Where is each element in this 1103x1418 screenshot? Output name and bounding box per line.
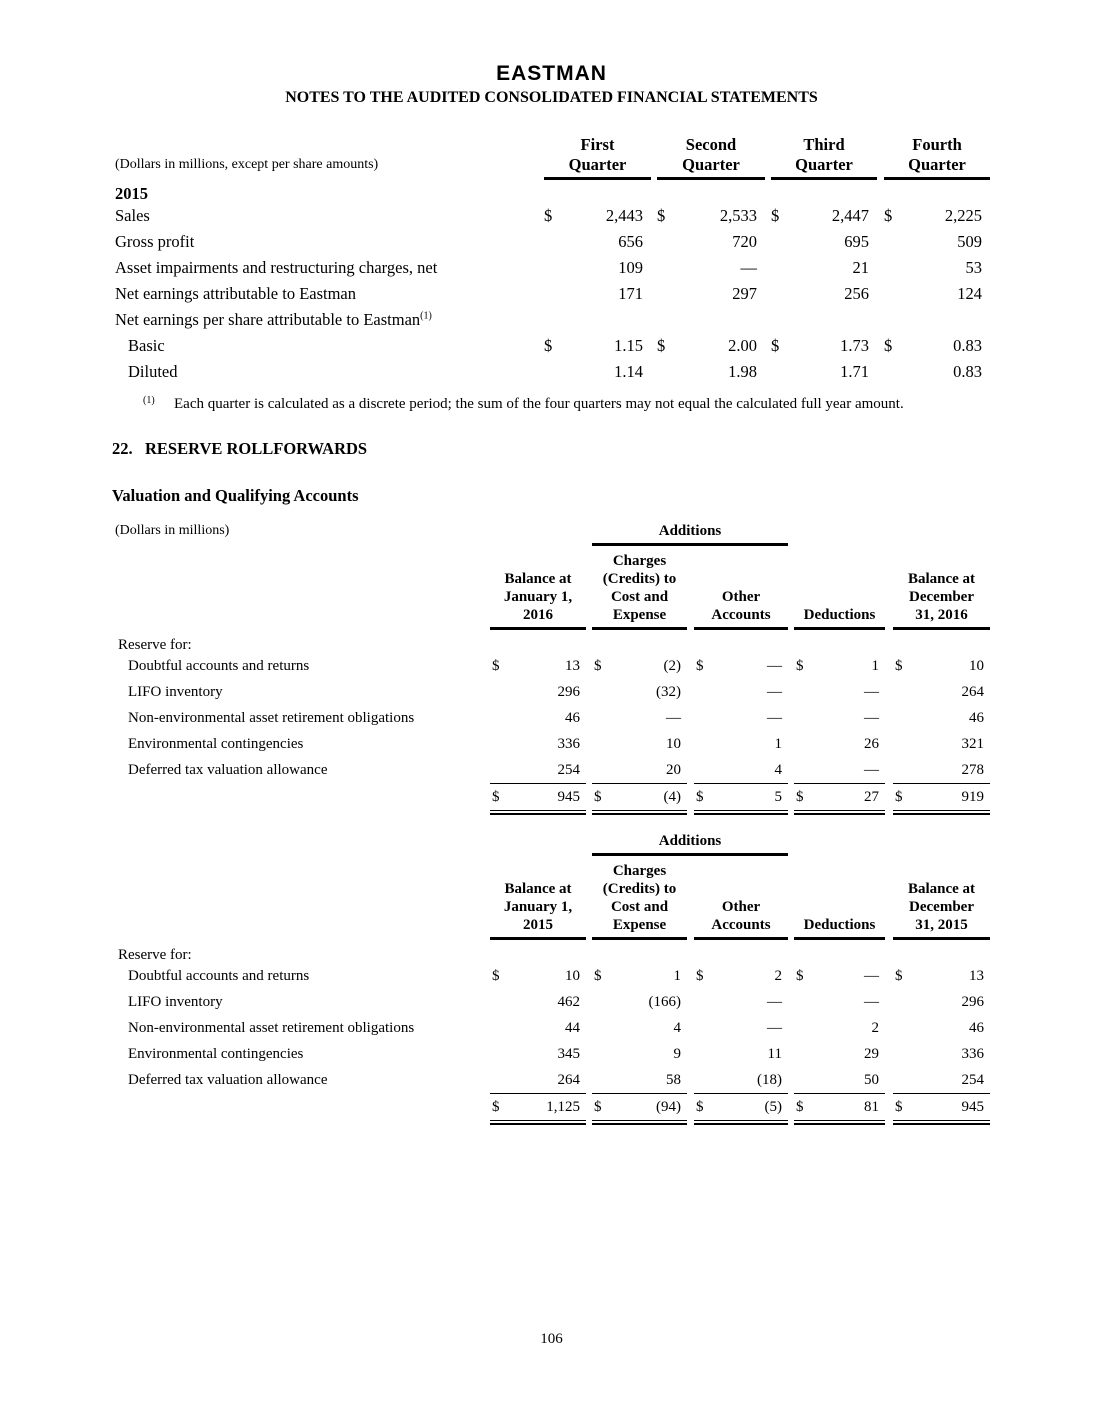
quarterly-row-label: Asset impairments and restructuring charges, net xyxy=(115,258,438,277)
subtotal-rule xyxy=(694,783,788,784)
total-double-rule-bottom xyxy=(794,1123,885,1125)
reserve-cell: 345 xyxy=(557,1046,580,1062)
quarterly-cell: 2,533 xyxy=(719,206,757,225)
reserve-header-rule xyxy=(694,937,788,940)
reserve-row-label: Non-environmental asset retirement obligations xyxy=(128,1020,415,1036)
total-double-rule-bottom xyxy=(893,813,990,815)
quarterly-cell: 2,225 xyxy=(944,206,982,225)
quarter-header-rule xyxy=(884,177,990,180)
reserve-cell: — xyxy=(864,762,879,778)
quarterly-cell: 1.15 xyxy=(614,336,643,355)
footnote-text: Each quarter is calculated as a discrete period; the sum of the four quarters may not equal the calculated full year amount. xyxy=(174,396,904,412)
quarterly-cell: 1.71 xyxy=(840,362,869,381)
quarterly-cell: — xyxy=(740,258,757,277)
subtotal-rule xyxy=(893,783,990,784)
subtotal-rule xyxy=(490,783,586,784)
reserve-unit-note: (Dollars in millions) xyxy=(115,523,230,538)
quarterly-cell: 2,443 xyxy=(605,206,643,225)
currency-symbol: $ xyxy=(696,658,704,674)
reserve-cell: — xyxy=(767,710,782,726)
quarter-header-rule xyxy=(657,177,765,180)
quarterly-cell: 509 xyxy=(957,232,982,251)
reserve-row-label: Doubtful accounts and returns xyxy=(128,658,310,674)
reserve-row-label: Environmental contingencies xyxy=(128,1046,304,1062)
quarterly-cell: 21 xyxy=(852,258,869,277)
currency-symbol: $ xyxy=(796,968,804,984)
total-double-rule-bottom xyxy=(490,1123,586,1125)
reserve-cell: 321 xyxy=(961,736,984,752)
year-label: 2015 xyxy=(115,184,148,203)
reserve-cell: 10 xyxy=(969,658,984,674)
reserve-cell: 46 xyxy=(565,710,580,726)
reserve-cell: 296 xyxy=(961,994,984,1010)
reserve-column-header: Deductions xyxy=(803,607,876,623)
reserve-cell: — xyxy=(864,684,879,700)
quarterly-cell: 2.00 xyxy=(728,336,757,355)
reserve-for-label: Reserve for: xyxy=(118,637,192,653)
quarterly-cell: 2,447 xyxy=(831,206,869,225)
company-logo: EASTMAN xyxy=(496,62,607,85)
reserve-cell: 11 xyxy=(767,1046,782,1062)
subtotal-rule xyxy=(794,783,885,784)
quarterly-row-label: Net earnings per share attributable to Eastman$^{(1)}$ xyxy=(115,310,432,329)
currency-symbol: $ xyxy=(895,658,903,674)
currency-symbol: $ xyxy=(884,336,893,355)
currency-symbol: $ xyxy=(544,206,553,225)
reserve-header-rule xyxy=(794,937,885,940)
reserve-cell: — xyxy=(767,1020,782,1036)
reserve-total-cell: 81 xyxy=(864,1099,879,1115)
reserve-cell: — xyxy=(864,968,879,984)
quarter-header-line2: Quarter xyxy=(908,155,966,174)
reserve-column-header: Other Accounts xyxy=(711,899,771,933)
reserve-cell: 336 xyxy=(557,736,580,752)
quarter-header-line1: Third xyxy=(803,135,845,154)
reserve-row-label: Deferred tax valuation allowance xyxy=(128,1072,328,1088)
currency-symbol: $ xyxy=(895,789,903,805)
footnote-marker: (1) xyxy=(143,395,155,406)
currency-symbol: $ xyxy=(594,658,602,674)
total-double-rule-bottom xyxy=(694,1123,788,1125)
reserve-total-cell: 919 xyxy=(961,789,984,805)
total-double-rule-top xyxy=(694,1120,788,1121)
total-double-rule-top xyxy=(694,810,788,811)
subtotal-rule xyxy=(592,783,687,784)
reserve-cell: 254 xyxy=(961,1072,984,1088)
currency-symbol: $ xyxy=(594,789,602,805)
total-double-rule-top xyxy=(794,1120,885,1121)
currency-symbol: $ xyxy=(796,1099,804,1115)
reserve-total-cell: 945 xyxy=(961,1099,984,1115)
total-double-rule-top xyxy=(592,1120,687,1121)
currency-symbol: $ xyxy=(696,1099,704,1115)
currency-symbol: $ xyxy=(771,336,780,355)
additions-header: Additions xyxy=(658,523,722,539)
reserve-cell: (166) xyxy=(648,994,681,1010)
page-number: 106 xyxy=(540,1331,563,1347)
section-subtitle: Valuation and Qualifying Accounts xyxy=(112,486,359,505)
quarterly-cell: 53 xyxy=(965,258,982,277)
reserve-cell: 2 xyxy=(774,968,782,984)
subtotal-rule xyxy=(893,1093,990,1094)
reserve-column-header: Charges (Credits) to Cost and Expense xyxy=(602,553,677,623)
total-double-rule-bottom xyxy=(592,813,687,815)
reserve-cell: 29 xyxy=(864,1046,879,1062)
quarterly-row-label: Sales xyxy=(115,206,150,225)
currency-symbol: $ xyxy=(492,789,500,805)
reserve-cell: 9 xyxy=(673,1046,681,1062)
subtotal-rule xyxy=(490,1093,586,1094)
reserve-cell: 4 xyxy=(774,762,782,778)
total-double-rule-bottom xyxy=(490,813,586,815)
reserve-cell: — xyxy=(864,710,879,726)
reserve-cell: 13 xyxy=(969,968,984,984)
currency-symbol: $ xyxy=(895,968,903,984)
currency-symbol: $ xyxy=(696,789,704,805)
quarterly-row-label: Basic xyxy=(128,336,165,355)
reserve-total-cell: (94) xyxy=(656,1099,681,1115)
reserve-cell: 1 xyxy=(774,736,782,752)
quarterly-row-label: Diluted xyxy=(128,362,178,381)
additions-header: Additions xyxy=(658,833,722,849)
quarterly-cell: 256 xyxy=(844,284,869,303)
quarterly-cell: 720 xyxy=(732,232,757,251)
quarter-header-rule xyxy=(544,177,651,180)
quarter-header-line1: Fourth xyxy=(912,135,962,154)
reserve-column-header: Balance at December 31, 2016 xyxy=(907,571,976,623)
subtotal-rule xyxy=(592,1093,687,1094)
total-double-rule-top xyxy=(490,1120,586,1121)
reserve-total-cell: (5) xyxy=(764,1099,782,1115)
reserve-cell: 264 xyxy=(557,1072,580,1088)
reserve-total-cell: 945 xyxy=(557,789,580,805)
reserve-cell: — xyxy=(767,994,782,1010)
reserve-header-rule xyxy=(794,627,885,630)
reserve-cell: 278 xyxy=(961,762,984,778)
reserve-row-label: LIFO inventory xyxy=(128,994,223,1010)
quarterly-unit-note: (Dollars in millions, except per share amounts) xyxy=(115,157,379,172)
reserve-cell: 10 xyxy=(666,736,681,752)
reserve-cell: 462 xyxy=(557,994,580,1010)
currency-symbol: $ xyxy=(895,1099,903,1115)
total-double-rule-bottom xyxy=(794,813,885,815)
currency-symbol: $ xyxy=(796,658,804,674)
quarter-header-line1: Second xyxy=(685,135,737,154)
reserve-cell: 46 xyxy=(969,710,984,726)
reserve-cell: 4 xyxy=(673,1020,681,1036)
page-title: NOTES TO THE AUDITED CONSOLIDATED FINANCIAL STATEMENTS xyxy=(285,89,818,106)
reserve-for-label: Reserve for: xyxy=(118,947,192,963)
quarter-header-line1: First xyxy=(580,135,615,154)
reserve-cell: — xyxy=(767,684,782,700)
reserve-cell: 20 xyxy=(666,762,681,778)
reserve-cell: 44 xyxy=(565,1020,580,1036)
quarter-header-rule xyxy=(771,177,877,180)
reserve-row-label: Environmental contingencies xyxy=(128,736,304,752)
quarterly-cell: 124 xyxy=(957,284,982,303)
reserve-cell: (18) xyxy=(757,1072,782,1088)
quarterly-cell: 0.83 xyxy=(953,336,982,355)
reserve-total-cell: (4) xyxy=(663,789,681,805)
currency-symbol: $ xyxy=(884,206,893,225)
reserve-column-header: Balance at December 31, 2015 xyxy=(907,881,976,933)
quarterly-cell: 297 xyxy=(732,284,757,303)
additions-rule xyxy=(592,853,788,856)
reserve-row-label: Non-environmental asset retirement obligations xyxy=(128,710,415,726)
reserve-cell: 50 xyxy=(864,1072,879,1088)
additions-rule xyxy=(592,543,788,546)
currency-symbol: $ xyxy=(657,336,666,355)
quarterly-cell: 695 xyxy=(844,232,869,251)
reserve-cell: 26 xyxy=(864,736,879,752)
total-double-rule-top xyxy=(794,810,885,811)
reserve-column-header: Balance at January 1, 2015 xyxy=(503,881,573,933)
currency-symbol: $ xyxy=(796,789,804,805)
reserve-cell: (32) xyxy=(656,684,681,700)
total-double-rule-top xyxy=(592,810,687,811)
reserve-header-rule xyxy=(592,937,687,940)
currency-symbol: $ xyxy=(594,1099,602,1115)
reserve-cell: (2) xyxy=(663,658,681,674)
reserve-row-label: Doubtful accounts and returns xyxy=(128,968,310,984)
total-double-rule-top xyxy=(893,810,990,811)
reserve-header-rule xyxy=(893,937,990,940)
reserve-row-label: LIFO inventory xyxy=(128,684,223,700)
currency-symbol: $ xyxy=(696,968,704,984)
reserve-cell: — xyxy=(864,994,879,1010)
total-double-rule-bottom xyxy=(592,1123,687,1125)
reserve-total-cell: 27 xyxy=(864,789,879,805)
reserve-column-header: Charges (Credits) to Cost and Expense xyxy=(602,863,677,933)
reserve-cell: 58 xyxy=(666,1072,681,1088)
reserve-cell: 1 xyxy=(673,968,681,984)
quarterly-cell: 109 xyxy=(618,258,643,277)
reserve-row-label: Deferred tax valuation allowance xyxy=(128,762,328,778)
reserve-header-rule xyxy=(893,627,990,630)
quarter-header-line2: Quarter xyxy=(568,155,627,174)
quarterly-cell: 0.83 xyxy=(953,362,982,381)
reserve-cell: 296 xyxy=(557,684,580,700)
reserve-header-rule xyxy=(490,627,586,630)
subtotal-rule xyxy=(694,1093,788,1094)
reserve-cell: 1 xyxy=(871,658,879,674)
reserve-cell: 264 xyxy=(961,684,984,700)
footnote-reference: (1) xyxy=(420,310,432,322)
currency-symbol: $ xyxy=(657,206,666,225)
quarter-header-line2: Quarter xyxy=(795,155,853,174)
currency-symbol: $ xyxy=(492,1099,500,1115)
quarterly-row-label: Net earnings attributable to Eastman xyxy=(115,284,357,303)
quarterly-cell: 656 xyxy=(618,232,643,251)
currency-symbol: $ xyxy=(492,968,500,984)
reserve-cell: 254 xyxy=(557,762,580,778)
reserve-cell: 10 xyxy=(565,968,580,984)
reserve-total-cell: 1,125 xyxy=(546,1099,580,1115)
quarterly-cell: 1.73 xyxy=(840,336,869,355)
reserve-cell: 336 xyxy=(961,1046,984,1062)
reserve-total-cell: 5 xyxy=(774,789,782,805)
quarterly-cell: 1.98 xyxy=(728,362,757,381)
reserve-column-header: Other Accounts xyxy=(711,589,771,623)
currency-symbol: $ xyxy=(594,968,602,984)
quarterly-row-label: Gross profit xyxy=(115,232,195,251)
currency-symbol: $ xyxy=(544,336,553,355)
reserve-header-rule xyxy=(694,627,788,630)
reserve-header-rule xyxy=(490,937,586,940)
currency-symbol: $ xyxy=(492,658,500,674)
quarterly-cell: 1.14 xyxy=(614,362,643,381)
total-double-rule-top xyxy=(490,810,586,811)
total-double-rule-bottom xyxy=(694,813,788,815)
reserve-cell: 2 xyxy=(871,1020,879,1036)
subtotal-rule xyxy=(794,1093,885,1094)
section-title: 22. RESERVE ROLLFORWARDS xyxy=(112,439,368,458)
total-double-rule-top xyxy=(893,1120,990,1121)
quarter-header-line2: Quarter xyxy=(682,155,740,174)
reserve-cell: 13 xyxy=(565,658,580,674)
total-double-rule-bottom xyxy=(893,1123,990,1125)
reserve-cell: — xyxy=(767,658,782,674)
reserve-column-header: Deductions xyxy=(803,917,876,933)
reserve-header-rule xyxy=(592,627,687,630)
reserve-cell: — xyxy=(666,710,681,726)
quarterly-cell: 171 xyxy=(618,284,643,303)
reserve-cell: 46 xyxy=(969,1020,984,1036)
reserve-column-header: Balance at January 1, 2016 xyxy=(503,571,573,623)
currency-symbol: $ xyxy=(771,206,780,225)
